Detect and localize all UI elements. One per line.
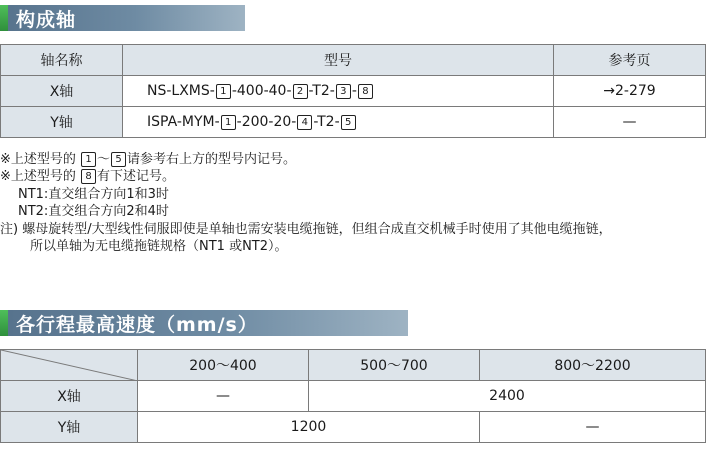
position-marker: 2 — [293, 84, 308, 99]
model-text: -400-40- — [231, 83, 292, 99]
model-code — [123, 76, 554, 107]
note-line — [0, 151, 612, 168]
speed-table — [0, 349, 706, 443]
model-text: ISPA-MYM- — [147, 114, 220, 130]
ref-page: →2-279 — [554, 76, 706, 107]
header-stroke-range: 500～700 — [309, 350, 480, 381]
position-marker: 1 — [216, 84, 231, 99]
note-text: ※上述型号的 — [0, 152, 81, 167]
axis-label: Y轴 — [1, 107, 123, 138]
header-ref-page: 参考页 — [554, 45, 706, 76]
table-row — [1, 381, 706, 412]
model-text: -200-20- — [236, 114, 297, 130]
speed-value: 2400 — [309, 381, 706, 412]
table-row — [1, 412, 706, 443]
position-marker: 8 — [81, 169, 96, 184]
header-stroke-range: 800～2200 — [480, 350, 706, 381]
note-text: 请参考右上方的型号内记号。 — [127, 152, 297, 167]
axes-table — [0, 44, 706, 138]
note-text: 有下述记号。 — [97, 169, 176, 185]
note-line: 所以单轴为无电缆拖链规格（NT1 或NT2）。 — [30, 239, 288, 255]
model-text: NS-LXMS- — [147, 83, 215, 99]
axis-label: X轴 — [1, 76, 123, 107]
header-axis-name: 轴名称 — [1, 45, 123, 76]
axis-label: X轴 — [1, 381, 138, 412]
note-line: 注) 螺母旋转型/大型线性伺服即使是单轴也需安装电缆拖链，但组合成直交机械手时使用了其他电缆拖链， — [0, 221, 612, 237]
section-title-speed: 各行程最高速度（mm/s） — [16, 313, 258, 336]
diagonal-line — [1, 350, 138, 381]
notes — [0, 151, 612, 255]
position-marker: 1 — [221, 115, 236, 130]
model-text: - — [351, 83, 357, 99]
note-line: NT1:直交组合方向1和3时 — [18, 186, 169, 202]
position-marker: 1 — [81, 152, 96, 167]
table-row — [1, 76, 706, 107]
speed-value: — — [138, 381, 309, 412]
note-text: ※上述型号的 — [0, 169, 81, 185]
axis-label: Y轴 — [1, 412, 138, 443]
ref-page: — — [554, 107, 706, 138]
model-text: -T2- — [308, 83, 335, 99]
diagonal-corner-cell — [1, 350, 138, 381]
speed-value: 1200 — [138, 412, 480, 443]
header-accent — [0, 5, 8, 31]
model-code — [123, 107, 554, 138]
header-accent — [0, 310, 8, 336]
position-marker: 8 — [358, 84, 373, 99]
header-model: 型号 — [123, 45, 554, 76]
section-title-axes: 构成轴 — [16, 8, 77, 31]
model-text: -T2- — [313, 114, 340, 130]
position-marker: 3 — [336, 84, 351, 99]
speed-value: — — [480, 412, 706, 443]
note-line: NT2:直交组合方向2和4时 — [18, 204, 169, 220]
note-text: ～ — [97, 152, 111, 167]
section-header-speed — [0, 310, 408, 336]
position-marker: 4 — [297, 115, 312, 130]
section-header-axes — [0, 5, 245, 31]
header-stroke-range: 200～400 — [138, 350, 309, 381]
position-marker: 5 — [111, 152, 126, 167]
table-row — [1, 107, 706, 138]
note-line — [0, 168, 612, 185]
position-marker: 5 — [341, 115, 356, 130]
